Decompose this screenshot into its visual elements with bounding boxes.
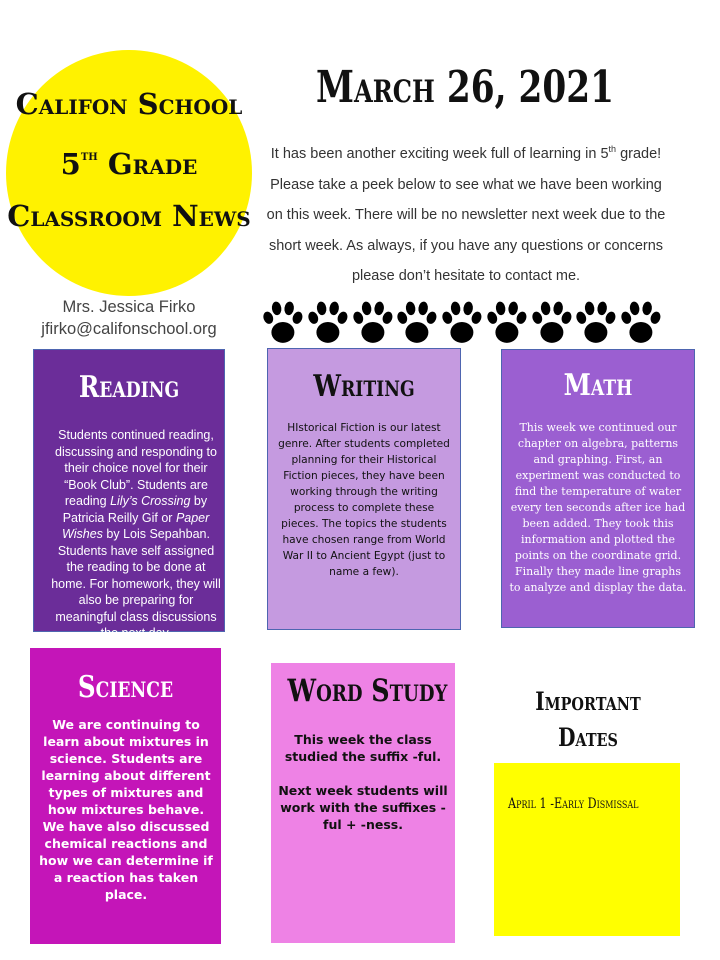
teacher-email[interactable]: jfirko@califonschool.org <box>41 320 217 338</box>
paw-print-icon <box>441 300 483 346</box>
intro-paragraph: It has been another exciting week full of learning in 5th grade! Please take a peek below to see what we have been working on this week. There will be no newsletter next week due to the short week. As always, if you have any questions or concerns please don’t hesitate to contact me. <box>266 144 666 284</box>
paw-print-icon <box>575 300 617 346</box>
math-title: Math <box>563 368 633 403</box>
paw-print-icon <box>620 300 662 346</box>
word-study-para-1: This week the class studied the suffix -ful. <box>284 732 442 764</box>
paw-print-icon <box>352 300 394 346</box>
science-text: We are continuing to learn about mixtures in science. Students are learning about different types of mixtures and how mixtures behave. We have also discussed chemical reactions and how we can determine if a reaction has taken place. <box>39 717 213 902</box>
teacher-info <box>0 296 258 340</box>
important-dates-box <box>494 763 680 936</box>
word-study-para-2: Next week students will work with the suffixes -ful + -ness. <box>278 783 448 832</box>
important-date-item: April 1 -Early Dismissal <box>508 796 639 812</box>
paw-print-icon <box>486 300 528 346</box>
paw-print-icon <box>531 300 573 346</box>
paw-print-icon <box>307 300 349 346</box>
grade-line: 5th Grade <box>60 147 198 181</box>
newsletter-date: March 26, 2021 <box>315 62 615 113</box>
science-title: Science <box>77 670 174 705</box>
reading-title: Reading <box>78 370 180 405</box>
word-study-text <box>276 731 450 850</box>
masthead-title <box>6 78 252 242</box>
math-text: This week we continued our chapter on algebra, patterns and graphing. First, an experiment was conducted to find the temperature of water every ten seconds after ice had been added. They took this information and plotted the points on the coordinate grid. Finally they made line graphs to analyze and display the data. <box>509 421 687 594</box>
word-study-title: Word Study <box>287 673 448 709</box>
paw-divider <box>262 300 662 348</box>
important-dates-heading: Important Dates <box>535 687 641 752</box>
writing-title: Writing <box>313 369 415 404</box>
reading-text: Students continued reading, discussing and responding to their choice novel for their “Book Club”. Students are reading Lily’s Crossing by Patricia Reilly Gif or Paper Wishes by Lois Sepahban. Students have self assigned the reading to be done at home. For homework, they will also be preparing for meaningful class discussions the next day. <box>51 428 221 640</box>
teacher-name: Mrs. Jessica Firko <box>62 298 196 316</box>
writing-text: HIstorical Fiction is our latest genre. After students completed planning for their Historical Fiction pieces, they have been working through the writing process to complete these pieces. The topics the students have chosen range from World War II to Ancient Egypt (just to name a few). <box>278 422 450 578</box>
school-name: Califon School <box>15 87 243 121</box>
classroom-news: Classroom News <box>7 199 251 233</box>
paw-print-icon <box>262 300 304 346</box>
paw-print-icon <box>396 300 438 346</box>
